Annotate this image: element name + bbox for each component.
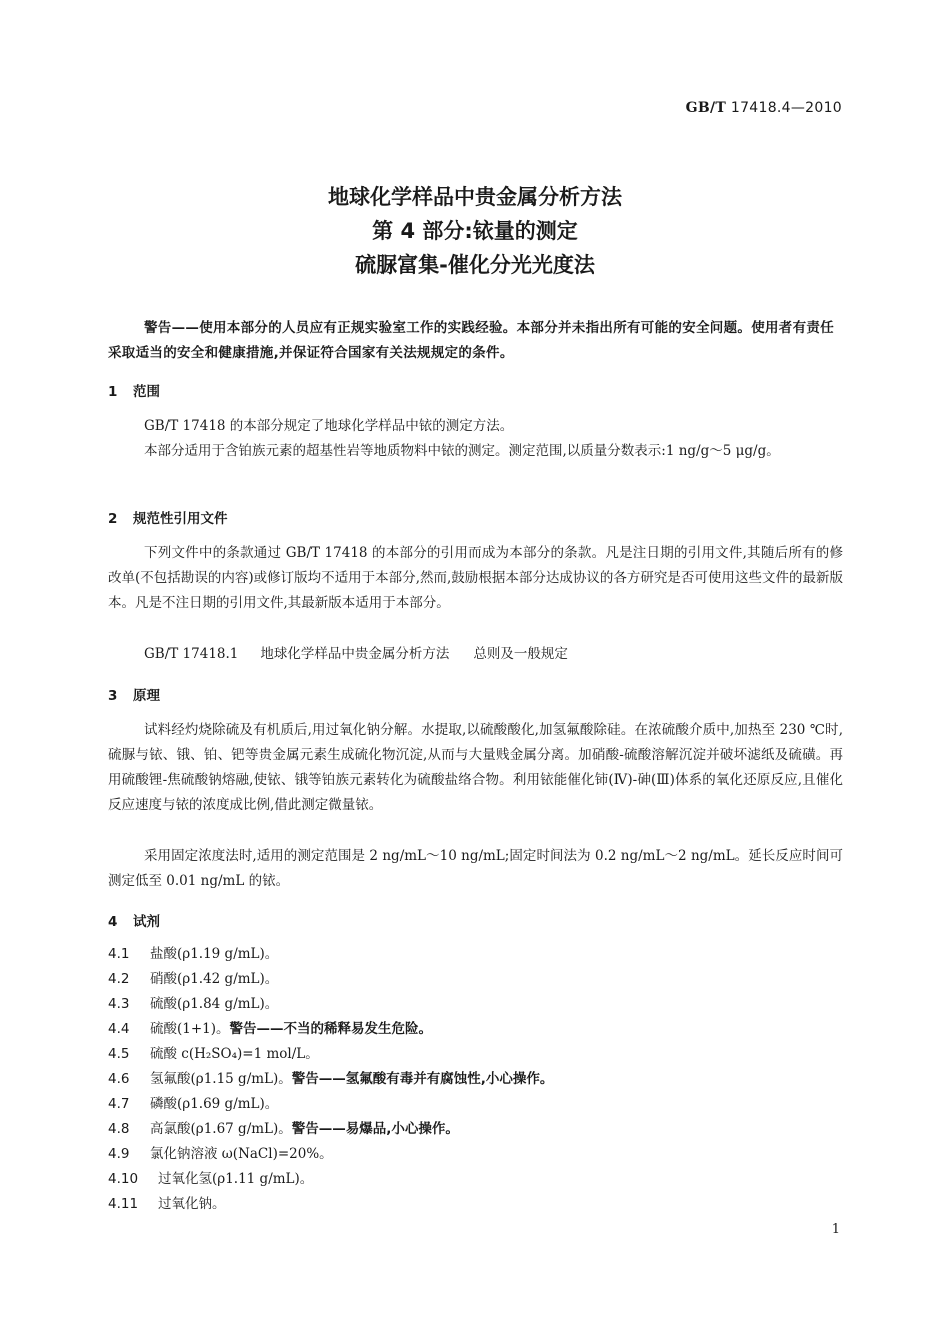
- list-item: 4.4 硫酸(1+1)。警告——不当的稀释易发生危险。: [108, 1021, 433, 1037]
- list-item: 4.9 氯化钠溶液 ω(NaCl)=20%。: [108, 1146, 333, 1162]
- section-number: 1: [108, 384, 118, 400]
- safety-warning: 警告——使用本部分的人员应有正规实验室工作的实践经验。本部分并未指出所有可能的安全问题。使用者有责任采取适当的安全和健康措施,并保证符合国家有关法规规定的条件。: [108, 320, 834, 361]
- normative-reference: [108, 642, 843, 667]
- section-4-heading: [108, 910, 160, 930]
- title-line-2: 第 4 部分:铱量的测定: [372, 219, 578, 243]
- list-item: 4.8 高氯酸(ρ1.67 g/mL)。警告——易爆品,小心操作。: [108, 1121, 459, 1137]
- section-3-paragraph-2: 采用固定浓度法时,适用的测定范围是 2 ng/mL～10 ng/mL;固定时间法为 0.2 ng/mL～2 ng/mL。延长反应时间可测定低至 0.01 ng/mL 的铱。: [108, 848, 843, 889]
- section-3-paragraph-1: 试料经灼烧除硫及有机质后,用过氧化钠分解。水提取,以硫酸酸化,加氢氟酸除硅。在浓硫酸介质中,加热至 230 ℃时,硫脲与铱、锇、铂、钯等贵金属元素生成硫化物沉淀,从而与大量贱金属分离。加硝酸-硫酸溶解沉淀并破坏滤纸及硫磺。再用硫酸锂-焦硫酸钠熔融,使铱、锇等铂族元素转化为硫酸盐络合物。利用铱能催化铈(Ⅳ)-砷(Ⅲ)体系的氧化还原反应,且催化反应速度与铱的浓度成比例,借此测定微量铱。: [108, 722, 843, 813]
- standard-number: 17418.4—2010: [730, 100, 842, 116]
- section-3-heading: [108, 684, 160, 704]
- reference-title: 地球化学样品中贵金属分析方法: [260, 646, 450, 662]
- standard-prefix: GB/T: [685, 100, 727, 116]
- page-number: 1: [831, 1222, 840, 1237]
- section-1-heading: [108, 380, 160, 400]
- section-title: 规范性引用文件: [133, 511, 228, 527]
- list-item: 4.2 硝酸(ρ1.42 g/mL)。: [108, 971, 279, 987]
- section-1-paragraph-2: 本部分适用于含铂族元素的超基性岩等地质物料中铱的测定。测定范围,以质量分数表示:1 ng/g～5 μg/g。: [144, 443, 780, 459]
- section-number: 4: [108, 914, 118, 930]
- section-1-paragraph-1: GB/T 17418 的本部分规定了地球化学样品中铱的测定方法。: [144, 418, 514, 434]
- list-item: 4.10 过氧化氢(ρ1.11 g/mL)。: [108, 1171, 314, 1187]
- section-2-paragraph-1: 下列文件中的条款通过 GB/T 17418 的本部分的引用而成为本部分的条款。凡是注日期的引用文件,其随后所有的修改单(不包括勘误的内容)或修订版均不适用于本部分,然而,鼓励根据本部分达成协议的各方研究是否可使用这些文件的最新版本。凡是不注日期的引用文件,其最新版本适用于本部分。: [108, 545, 843, 611]
- reference-code: GB/T 17418.1: [144, 646, 239, 662]
- title-line-1: 地球化学样品中贵金属分析方法: [328, 185, 622, 209]
- reference-subtitle: 总则及一般规定: [473, 646, 568, 662]
- standard-code: [686, 100, 842, 116]
- document-title: [0, 180, 950, 282]
- list-item: 4.6 氢氟酸(ρ1.15 g/mL)。警告——氢氟酸有毒并有腐蚀性,小心操作。: [108, 1071, 554, 1087]
- section-2-heading: [108, 507, 228, 527]
- list-item: 4.1 盐酸(ρ1.19 g/mL)。: [108, 946, 279, 962]
- list-item: 4.7 磷酸(ρ1.69 g/mL)。: [108, 1096, 279, 1112]
- section-number: 2: [108, 511, 118, 527]
- section-number: 3: [108, 688, 118, 704]
- list-item: 4.3 硫酸(ρ1.84 g/mL)。: [108, 996, 279, 1012]
- title-line-3: 硫脲富集-催化分光光度法: [355, 253, 595, 277]
- reagent-list: [108, 942, 843, 1217]
- section-title: 原理: [133, 688, 160, 704]
- list-item: 4.5 硫酸 c(H₂SO₄)=1 mol/L。: [108, 1046, 319, 1062]
- section-title: 范围: [133, 384, 160, 400]
- section-title: 试剂: [133, 914, 160, 930]
- list-item: 4.11 过氧化钠。: [108, 1196, 226, 1212]
